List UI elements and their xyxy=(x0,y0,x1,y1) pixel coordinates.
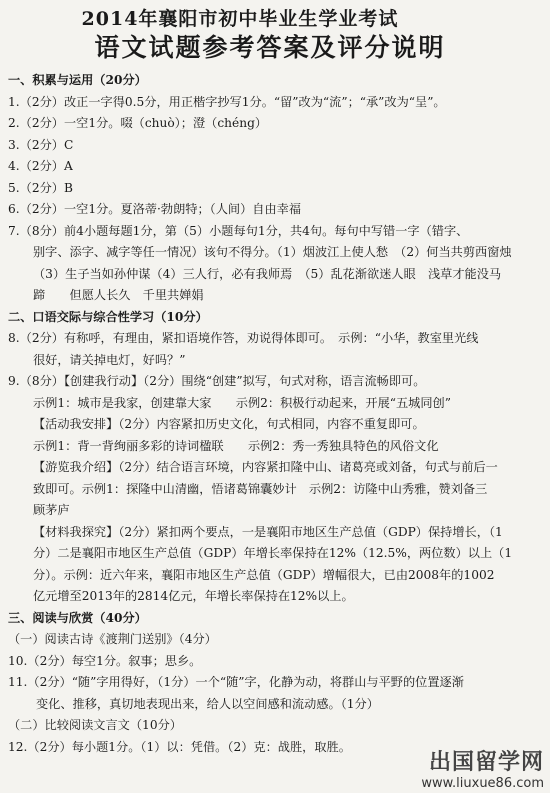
answer-line: 【活动我安排】（2分）内容紧扣历史文化，句式相同，内容不重复即可。 xyxy=(33,417,425,431)
answer-line: 亿元增至2013年的2814亿元，年增长率保持在12%以上。 xyxy=(33,589,354,603)
answer-line: 蹄 但愿人长久 千里共婵娟 xyxy=(33,288,204,302)
answer-line: 示例1：背一背绚丽多彩的诗词楹联 示例2：秀一秀独具特色的风俗文化 xyxy=(33,438,439,453)
answer-key-title: 语文试题参考答案及评分说明 xyxy=(94,33,446,62)
answer-line: 6.（2分）一空1分。夏洛蒂·勃朗特；（人间）自由幸福 xyxy=(8,202,302,216)
section-heading: 二、口语交际与综合性学习（10分） xyxy=(8,309,208,324)
watermark-logo: 出国留学网 xyxy=(428,750,544,775)
exam-title: 2014年襄阳市初中毕业生学业考试 xyxy=(81,8,399,30)
answer-line: 顾茅庐 xyxy=(33,503,70,517)
subsection-heading: （二）比较阅读文言文（10分） xyxy=(8,718,182,732)
answer-line: 8.（2分）有称呼，有理由，紧扣语境作答，劝说得体即可。 示例：“小华，教室里光线 xyxy=(8,331,479,345)
answer-line: 7.（8分）前4小题每题1分，第（5）小题每句1分，共4句。每句中写错一字（错字、 xyxy=(8,223,469,238)
answer-line: 分）二是襄阳市地区生产总值（GDP）年增长率保持在12%（12.5%，两位数）以上（1 xyxy=(33,546,513,560)
site-watermark xyxy=(394,745,544,789)
answer-line: 致即可。示例1：探隆中山清幽，悟诸葛锦囊妙计 示例2：访隆中山秀雅，赞刘备三 xyxy=(33,481,488,496)
answer-line: 10.（2分）每空1分。叙事；思乡。 xyxy=(8,653,202,668)
answer-line: 别字、添字、减字等任一情况）该句不得分。（1）烟波江上使人愁 （2）何当共剪西窗烛 xyxy=(33,245,512,259)
subsection-heading: （一）阅读古诗《渡荆门送别》（4分） xyxy=(8,632,217,646)
answer-line: 分）。示例：近六年来，襄阳市地区生产总值（GDP）增幅很大，已由2008年的1002 xyxy=(33,567,495,582)
answer-line: 1.（2分）改正一字得0.5分，用正楷字抄写1分。“留”改为“流”；“承”改为“呈”。 xyxy=(8,94,446,109)
answer-line: 【游览我介绍】（2分）结合语言环境，内容紧扣隆中山、诸葛亮或刘备，句式与前后一 xyxy=(33,460,498,474)
answer-content xyxy=(8,70,548,758)
answer-line: （3）生子当如孙仲谋（4）三人行，必有我师焉 （5）乱花渐欲迷人眼 浅草才能没马 xyxy=(33,266,502,281)
answer-line: 3.（2分）C xyxy=(8,137,74,152)
answer-line: 示例1：城市是我家，创建靠大家 示例2：积极行动起来，开展“五城同创” xyxy=(33,395,451,410)
answer-line: 变化、推移，真切地表现出来，给人以空间感和流动感。（1分） xyxy=(36,696,379,711)
answer-line: 12.（2分）每小题1分。（1）以：凭借。（2）克：战胜，取胜。 xyxy=(8,739,351,754)
answer-line: 4.（2分）A xyxy=(8,159,73,173)
answer-line: 9.（8分）【创建我行动】（2分）围绕“创建”拟写，句式对称，语言流畅即可。 xyxy=(8,374,426,388)
section-heading: 一、积累与运用（20分） xyxy=(8,73,147,87)
answer-line: 很好，请关掉电灯，好吗？” xyxy=(33,352,186,367)
answer-line: 11.（2分）“随”字用得好，（1分）一个“随”字，化静为动，将群山与平野的位置逐渐 xyxy=(8,675,464,689)
answer-line: 5.（2分）B xyxy=(8,180,73,195)
answer-line: 【材料我探究】（2分）紧扣两个要点，一是襄阳市地区生产总值（GDP）保持增长，（1 xyxy=(33,524,503,539)
watermark-url: www.liuxue86.com xyxy=(421,776,544,791)
section-heading: 三、阅读与欣赏（40分） xyxy=(8,610,147,625)
answer-line: 2.（2分）一空1分。啜（chuò）；澄（chéng） xyxy=(8,116,268,130)
